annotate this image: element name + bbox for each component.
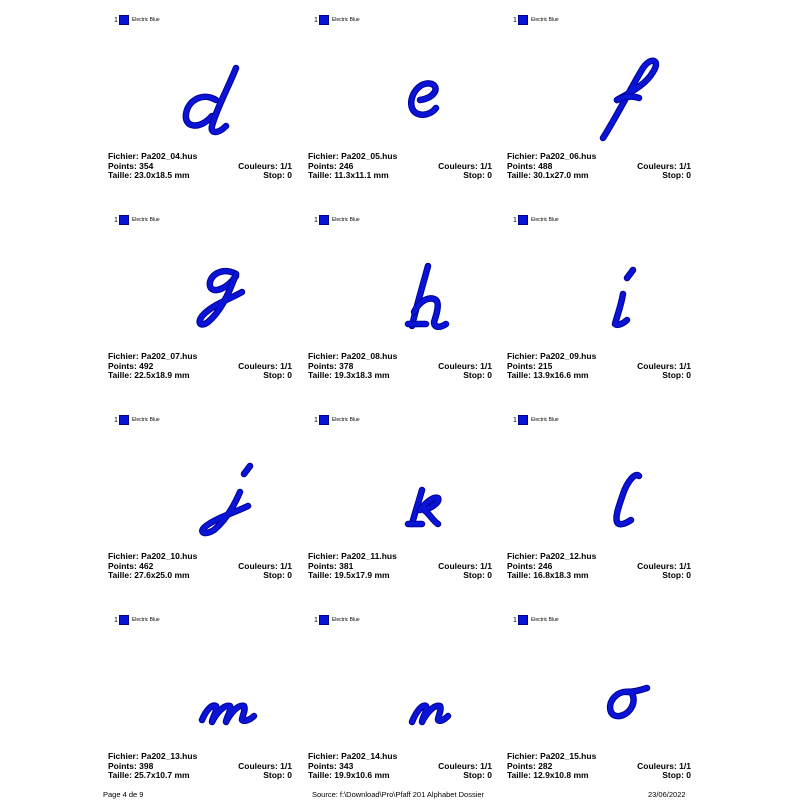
- color-swatch: [518, 415, 528, 425]
- color-swatch: [119, 15, 129, 25]
- size-value: 27.6x25.0 mm: [134, 570, 190, 580]
- points-prefix: Points:: [108, 560, 140, 571]
- design-cell: [308, 200, 498, 400]
- colors-prefix: Couleurs:: [238, 160, 281, 171]
- points-value: 381: [339, 560, 354, 571]
- design-info: [108, 352, 292, 381]
- stop-prefix: Stop:: [662, 170, 687, 180]
- size-label: [507, 571, 589, 581]
- size-label: [308, 371, 390, 381]
- color-legend: [114, 14, 160, 26]
- size-label: [108, 571, 190, 581]
- stop-value: 0: [487, 770, 492, 780]
- colors-prefix: Couleurs:: [238, 760, 281, 771]
- points-value: 488: [538, 160, 553, 171]
- design-cell: [507, 0, 697, 200]
- size-label: [108, 371, 190, 381]
- design-cell: [308, 600, 498, 800]
- embroidery-preview: [507, 430, 697, 550]
- size-row: [308, 171, 492, 181]
- size-value: 22.5x18.9 mm: [134, 370, 190, 380]
- points-value: 492: [139, 360, 154, 371]
- stitch-stroke: [412, 266, 428, 326]
- stop-value: 0: [487, 370, 492, 380]
- size-row: [108, 371, 292, 381]
- embroidery-preview: [108, 430, 298, 550]
- size-value: 19.3x18.3 mm: [334, 370, 390, 380]
- design-cell: [507, 400, 697, 600]
- stop-label: [263, 371, 292, 381]
- points-prefix: Points:: [507, 360, 539, 371]
- colors-prefix: Couleurs:: [637, 360, 680, 371]
- color-name: Electric Blue: [131, 417, 160, 423]
- design-info: [507, 352, 691, 381]
- color-swatch: [518, 615, 528, 625]
- file-name: Pa202_06.hus: [540, 151, 597, 161]
- stitch-outline: [200, 274, 242, 324]
- file-name: Pa202_12.hus: [540, 551, 597, 561]
- size-prefix: Taille:: [507, 370, 534, 380]
- design-cell: [108, 400, 298, 600]
- color-number: 1: [314, 616, 318, 624]
- color-swatch: [319, 615, 329, 625]
- size-row: [507, 771, 691, 781]
- color-legend: [314, 14, 360, 26]
- size-prefix: Taille:: [308, 770, 335, 780]
- color-swatch: [119, 615, 129, 625]
- stop-prefix: Stop:: [662, 570, 687, 580]
- color-legend: [513, 614, 559, 626]
- color-number: 1: [513, 16, 517, 24]
- colors-prefix: Couleurs:: [238, 360, 281, 371]
- design-info: [507, 152, 691, 181]
- stop-prefix: Stop:: [463, 370, 488, 380]
- stop-value: 0: [487, 170, 492, 180]
- colors-value: 1/1: [679, 560, 691, 571]
- letter-m-glyph: [108, 630, 298, 750]
- size-row: [108, 171, 292, 181]
- stop-prefix: Stop:: [263, 770, 288, 780]
- stop-label: [463, 171, 492, 181]
- letter-f-glyph: [507, 30, 697, 150]
- size-prefix: Taille:: [108, 770, 135, 780]
- design-info: [507, 552, 691, 581]
- file-prefix: Fichier:: [507, 351, 541, 361]
- color-legend: [513, 414, 559, 426]
- stitch-stroke: [627, 270, 633, 278]
- colors-value: 1/1: [679, 760, 691, 771]
- stitch-outline: [202, 492, 248, 533]
- size-value: 12.9x10.8 mm: [533, 770, 589, 780]
- color-legend: [114, 414, 160, 426]
- embroidery-preview: [308, 630, 498, 750]
- letter-i-glyph: [507, 230, 697, 350]
- file-prefix: Fichier:: [108, 551, 142, 561]
- file-name: Pa202_07.hus: [141, 351, 198, 361]
- stop-prefix: Stop:: [263, 370, 288, 380]
- letter-g-glyph: [108, 230, 298, 350]
- points-prefix: Points:: [507, 160, 539, 171]
- color-legend: [513, 14, 559, 26]
- file-prefix: Fichier:: [308, 151, 342, 161]
- size-label: [308, 571, 390, 581]
- print-date: 23/06/2022: [648, 790, 686, 799]
- file-name: Pa202_14.hus: [341, 751, 398, 761]
- size-value: 30.1x27.0 mm: [533, 170, 589, 180]
- stop-value: 0: [287, 170, 292, 180]
- color-number: 1: [314, 216, 318, 224]
- letter-l-glyph: [507, 430, 697, 550]
- stop-label: [263, 171, 292, 181]
- size-label: [308, 171, 389, 181]
- colors-prefix: Couleurs:: [637, 160, 680, 171]
- points-prefix: Points:: [507, 560, 539, 571]
- points-value: 462: [139, 560, 154, 571]
- color-legend: [513, 214, 559, 226]
- size-row: [108, 571, 292, 581]
- stop-value: 0: [686, 570, 691, 580]
- colors-value: 1/1: [280, 160, 292, 171]
- color-swatch: [319, 15, 329, 25]
- color-swatch: [518, 15, 528, 25]
- colors-value: 1/1: [280, 760, 292, 771]
- size-row: [507, 171, 691, 181]
- points-prefix: Points:: [308, 360, 340, 371]
- color-number: 1: [314, 16, 318, 24]
- stitch-stroke: [244, 466, 250, 474]
- color-number: 1: [513, 616, 517, 624]
- size-value: 16.8x18.3 mm: [533, 570, 589, 580]
- colors-value: 1/1: [480, 360, 492, 371]
- size-row: [308, 771, 492, 781]
- color-legend: [114, 614, 160, 626]
- size-prefix: Taille:: [308, 170, 335, 180]
- size-label: [507, 371, 589, 381]
- colors-prefix: Couleurs:: [238, 560, 281, 571]
- size-value: 13.9x16.6 mm: [533, 370, 589, 380]
- size-label: [308, 771, 390, 781]
- size-row: [308, 371, 492, 381]
- stop-value: 0: [287, 570, 292, 580]
- points-prefix: Points:: [108, 160, 140, 171]
- color-name: Electric Blue: [131, 17, 160, 23]
- size-prefix: Taille:: [507, 570, 534, 580]
- design-info: [108, 152, 292, 181]
- file-name: Pa202_10.hus: [141, 551, 198, 561]
- stop-label: [662, 371, 691, 381]
- points-value: 343: [339, 760, 354, 771]
- color-name: Electric Blue: [331, 17, 360, 23]
- embroidery-preview: [507, 230, 697, 350]
- stop-value: 0: [686, 770, 691, 780]
- design-cell: [308, 400, 498, 600]
- embroidery-preview: [507, 30, 697, 150]
- size-prefix: Taille:: [108, 370, 135, 380]
- size-prefix: Taille:: [108, 170, 135, 180]
- page-footer: [0, 790, 800, 800]
- design-cell: [308, 0, 498, 200]
- stop-label: [662, 571, 691, 581]
- file-prefix: Fichier:: [507, 551, 541, 561]
- color-number: 1: [314, 416, 318, 424]
- letter-h-glyph: [308, 230, 498, 350]
- size-row: [108, 771, 292, 781]
- size-label: [108, 771, 190, 781]
- stop-value: 0: [487, 570, 492, 580]
- colors-value: 1/1: [280, 360, 292, 371]
- points-prefix: Points:: [108, 760, 140, 771]
- points-prefix: Points:: [108, 360, 140, 371]
- points-prefix: Points:: [308, 560, 340, 571]
- stop-prefix: Stop:: [662, 370, 687, 380]
- stop-label: [463, 771, 492, 781]
- design-info: [108, 552, 292, 581]
- colors-value: 1/1: [679, 160, 691, 171]
- colors-prefix: Couleurs:: [438, 760, 481, 771]
- stop-prefix: Stop:: [463, 770, 488, 780]
- color-legend: [314, 614, 360, 626]
- embroidery-preview: [108, 230, 298, 350]
- letter-n-glyph: [308, 630, 498, 750]
- color-name: Electric Blue: [530, 217, 559, 223]
- points-prefix: Points:: [308, 760, 340, 771]
- embroidery-preview: [308, 230, 498, 350]
- color-number: 1: [114, 16, 118, 24]
- colors-value: 1/1: [480, 760, 492, 771]
- color-legend: [314, 214, 360, 226]
- color-name: Electric Blue: [530, 417, 559, 423]
- embroidery-preview: [308, 430, 498, 550]
- color-swatch: [319, 215, 329, 225]
- file-prefix: Fichier:: [507, 751, 541, 761]
- color-legend: [114, 214, 160, 226]
- size-label: [507, 171, 589, 181]
- design-cell: [507, 600, 697, 800]
- color-number: 1: [513, 416, 517, 424]
- stop-prefix: Stop:: [263, 570, 288, 580]
- page-number: Page 4 de 9: [103, 790, 144, 799]
- embroidery-preview: [308, 30, 498, 150]
- color-legend: [314, 414, 360, 426]
- stop-label: [263, 771, 292, 781]
- letter-k-glyph: [308, 430, 498, 550]
- points-prefix: Points:: [507, 760, 539, 771]
- stop-label: [662, 171, 691, 181]
- color-name: Electric Blue: [331, 217, 360, 223]
- colors-value: 1/1: [679, 360, 691, 371]
- stop-label: [463, 571, 492, 581]
- points-value: 398: [139, 760, 154, 771]
- file-prefix: Fichier:: [308, 551, 342, 561]
- color-name: Electric Blue: [530, 617, 559, 623]
- stop-prefix: Stop:: [662, 770, 687, 780]
- stop-prefix: Stop:: [263, 170, 288, 180]
- stop-prefix: Stop:: [463, 170, 488, 180]
- stop-value: 0: [686, 170, 691, 180]
- color-number: 1: [513, 216, 517, 224]
- colors-prefix: Couleurs:: [637, 560, 680, 571]
- colors-prefix: Couleurs:: [438, 560, 481, 571]
- points-value: 215: [538, 360, 553, 371]
- letter-e-glyph: [308, 30, 498, 150]
- file-name: Pa202_04.hus: [141, 151, 198, 161]
- size-row: [507, 571, 691, 581]
- file-name: Pa202_13.hus: [141, 751, 198, 761]
- embroidery-preview: [507, 630, 697, 750]
- colors-prefix: Couleurs:: [438, 160, 481, 171]
- points-value: 282: [538, 760, 553, 771]
- color-name: Electric Blue: [530, 17, 559, 23]
- file-prefix: Fichier:: [108, 351, 142, 361]
- letter-j-glyph: [108, 430, 298, 550]
- size-label: [507, 771, 589, 781]
- file-prefix: Fichier:: [108, 751, 142, 761]
- color-name: Electric Blue: [331, 417, 360, 423]
- color-swatch: [119, 215, 129, 225]
- file-prefix: Fichier:: [108, 151, 142, 161]
- size-prefix: Taille:: [507, 770, 534, 780]
- design-info: [507, 752, 691, 781]
- points-value: 354: [139, 160, 154, 171]
- points-value: 246: [339, 160, 354, 171]
- color-number: 1: [114, 216, 118, 224]
- file-prefix: Fichier:: [507, 151, 541, 161]
- points-prefix: Points:: [308, 160, 340, 171]
- size-row: [308, 571, 492, 581]
- file-name: Pa202_11.hus: [341, 551, 397, 561]
- colors-prefix: Couleurs:: [438, 360, 481, 371]
- design-info: [308, 552, 492, 581]
- colors-value: 1/1: [280, 560, 292, 571]
- design-cell: [108, 200, 298, 400]
- size-value: 11.3x11.1 mm: [334, 170, 389, 180]
- size-row: [507, 371, 691, 381]
- size-prefix: Taille:: [108, 570, 135, 580]
- points-value: 246: [538, 560, 553, 571]
- color-number: 1: [114, 416, 118, 424]
- design-cell: [108, 600, 298, 800]
- color-swatch: [319, 415, 329, 425]
- design-info: [308, 352, 492, 381]
- design-info: [308, 152, 492, 181]
- file-name: Pa202_15.hus: [540, 751, 597, 761]
- color-name: Electric Blue: [331, 617, 360, 623]
- design-cell: [108, 0, 298, 200]
- stop-value: 0: [287, 770, 292, 780]
- size-prefix: Taille:: [507, 170, 534, 180]
- embroidery-preview: [108, 630, 298, 750]
- size-value: 23.0x18.5 mm: [134, 170, 190, 180]
- design-info: [308, 752, 492, 781]
- size-value: 19.9x10.6 mm: [334, 770, 390, 780]
- stop-prefix: Stop:: [463, 570, 488, 580]
- letter-d-glyph: [108, 30, 298, 150]
- color-swatch: [119, 415, 129, 425]
- color-swatch: [518, 215, 528, 225]
- size-value: 25.7x10.7 mm: [134, 770, 190, 780]
- colors-value: 1/1: [480, 560, 492, 571]
- file-name: Pa202_09.hus: [540, 351, 597, 361]
- file-prefix: Fichier:: [308, 351, 342, 361]
- file-name: Pa202_08.hus: [341, 351, 398, 361]
- embroidery-preview: [108, 30, 298, 150]
- colors-prefix: Couleurs:: [637, 760, 680, 771]
- stop-label: [463, 371, 492, 381]
- color-name: Electric Blue: [131, 217, 160, 223]
- stop-label: [263, 571, 292, 581]
- stop-value: 0: [287, 370, 292, 380]
- design-info: [108, 752, 292, 781]
- points-value: 378: [339, 360, 354, 371]
- design-cell: [507, 200, 697, 400]
- source-path: Source: f:\Download\Pro\Pfaff 201 Alphabet Dossier: [312, 790, 485, 799]
- file-prefix: Fichier:: [308, 751, 342, 761]
- size-prefix: Taille:: [308, 370, 335, 380]
- color-name: Electric Blue: [131, 617, 160, 623]
- stop-value: 0: [686, 370, 691, 380]
- size-prefix: Taille:: [308, 570, 335, 580]
- size-label: [108, 171, 190, 181]
- color-number: 1: [114, 616, 118, 624]
- size-value: 19.5x17.9 mm: [334, 570, 390, 580]
- colors-value: 1/1: [480, 160, 492, 171]
- stop-label: [662, 771, 691, 781]
- file-name: Pa202_05.hus: [341, 151, 398, 161]
- letter-o-glyph: [507, 630, 697, 750]
